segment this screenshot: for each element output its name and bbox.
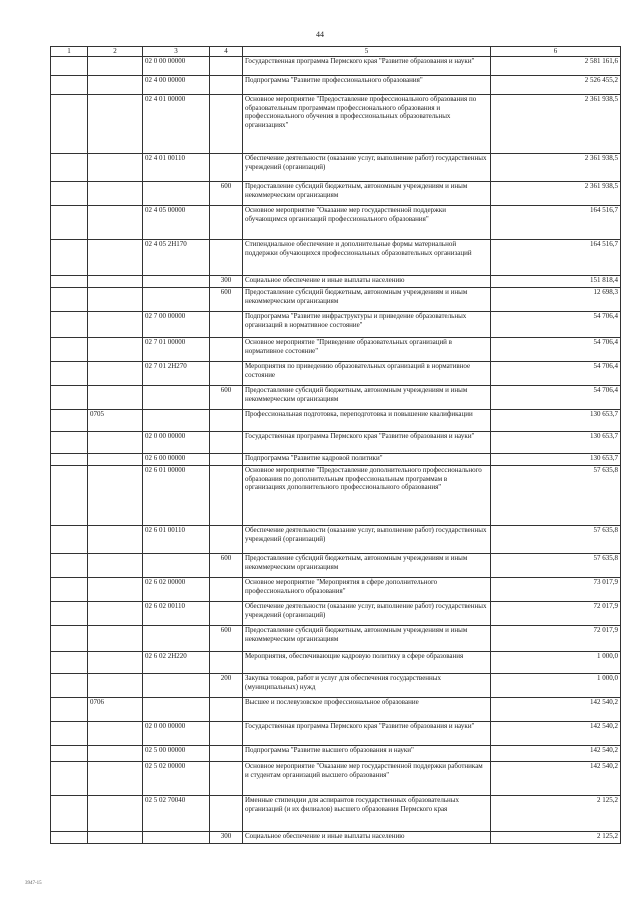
amount: 57 635,8 (491, 466, 621, 526)
item-name: Государственная программа Пермского края "Развитие образования и науки" (243, 722, 491, 746)
header-col-4: 4 (210, 47, 243, 57)
item-name: Подпрограмма "Развитие высшего образования и науки" (243, 746, 491, 762)
section-code: 0706 (88, 698, 143, 722)
amount: 164 516,7 (491, 240, 621, 276)
table-row (51, 206, 621, 240)
amount: 2 125,2 (491, 796, 621, 832)
target-article-code: 02 5 00 00000 (143, 746, 210, 762)
item-name: Обеспечение деятельности (оказание услуг, выполнение работ) государственных учреждений (организаций) (243, 602, 491, 626)
section-code (88, 722, 143, 746)
target-article-code: 02 7 00 00000 (143, 312, 210, 338)
item-name: Подпрограмма "Развитие профессионального образования" (243, 76, 491, 95)
amount: 2 125,2 (491, 832, 621, 844)
item-name: Мероприятия, обеспечивающие кадровую политику в сфере образования (243, 652, 491, 674)
table-row (51, 746, 621, 762)
item-name: Основное мероприятие "Оказание мер государственной поддержки обучающимся организаций профессионального образования" (243, 206, 491, 240)
table-row (51, 154, 621, 182)
expense-type-code (210, 206, 243, 240)
target-article-code: 02 0 00 00000 (143, 432, 210, 454)
item-name: Основное мероприятие "Приведение образовательных организаций в нормативное состояние" (243, 338, 491, 362)
expense-type-code (210, 454, 243, 466)
target-article-code: 02 5 02 00000 (143, 762, 210, 796)
cell-col-1 (51, 832, 88, 844)
expense-type-code (210, 432, 243, 454)
target-article-code (143, 674, 210, 698)
item-name: Стипендиальное обеспечение и дополнительные формы материальной поддержки обучающихся профессиональных образовательных организаций (243, 240, 491, 276)
page-number: 44 (316, 30, 324, 39)
item-name: Основное мероприятие "Предоставление дополнительного профессионального образования по дополнительным профессиональным программам в организациях дополнительного профессионального образования" (243, 466, 491, 526)
expense-type-code (210, 312, 243, 338)
table-row (51, 466, 621, 526)
amount: 130 653,7 (491, 432, 621, 454)
table-row (51, 554, 621, 578)
table-row (51, 288, 621, 312)
budget-table (50, 46, 621, 844)
amount: 72 017,9 (491, 626, 621, 652)
amount: 57 635,8 (491, 526, 621, 554)
cell-col-1 (51, 206, 88, 240)
expense-type-code: 300 (210, 832, 243, 844)
cell-col-1 (51, 154, 88, 182)
target-article-code (143, 386, 210, 410)
target-article-code (143, 698, 210, 722)
table-row (51, 698, 621, 722)
cell-col-1 (51, 57, 88, 76)
table-row (51, 578, 621, 602)
table-row (51, 674, 621, 698)
cell-col-1 (51, 454, 88, 466)
target-article-code (143, 182, 210, 206)
item-name: Закупка товаров, работ и услуг для обеспечения государственных (муниципальных) нужд (243, 674, 491, 698)
section-code (88, 578, 143, 602)
expense-type-code: 600 (210, 288, 243, 312)
table-row (51, 626, 621, 652)
item-name: Профессиональная подготовка, переподготовка и повышение квалификации (243, 410, 491, 432)
amount: 151 818,4 (491, 276, 621, 288)
section-code (88, 182, 143, 206)
cell-col-1 (51, 526, 88, 554)
cell-col-1 (51, 410, 88, 432)
table-row (51, 762, 621, 796)
target-article-code: 02 4 05 2Н170 (143, 240, 210, 276)
header-col-3: 3 (143, 47, 210, 57)
amount: 54 706,4 (491, 386, 621, 410)
cell-col-1 (51, 746, 88, 762)
target-article-code (143, 832, 210, 844)
item-name: Предоставление субсидий бюджетным, автономным учреждениям и иным некоммерческим организациям (243, 554, 491, 578)
item-name: Подпрограмма "Развитие инфраструктуры и приведение образовательных организаций в нормативное состояние" (243, 312, 491, 338)
target-article-code: 02 7 01 2Н270 (143, 362, 210, 386)
cell-col-1 (51, 338, 88, 362)
expense-type-code (210, 362, 243, 386)
table-row (51, 602, 621, 626)
expense-type-code: 600 (210, 182, 243, 206)
cell-col-1 (51, 698, 88, 722)
expense-type-code (210, 578, 243, 602)
table-row (51, 410, 621, 432)
amount: 2 361 938,5 (491, 95, 621, 154)
target-article-code (143, 276, 210, 288)
target-article-code: 02 4 01 00110 (143, 154, 210, 182)
amount: 73 017,9 (491, 578, 621, 602)
target-article-code (143, 626, 210, 652)
section-code (88, 386, 143, 410)
expense-type-code: 200 (210, 674, 243, 698)
table-row (51, 362, 621, 386)
cell-col-1 (51, 652, 88, 674)
amount: 142 540,2 (491, 722, 621, 746)
section-code (88, 276, 143, 288)
amount: 130 653,7 (491, 454, 621, 466)
section-code (88, 154, 143, 182)
item-name: Именные стипендии для аспирантов государственных образовательных организаций (и их филиалов) высшего образования Пермского края (243, 796, 491, 832)
expense-type-code (210, 338, 243, 362)
expense-type-code (210, 796, 243, 832)
cell-col-1 (51, 554, 88, 578)
section-code (88, 746, 143, 762)
cell-col-1 (51, 796, 88, 832)
target-article-code: 02 6 02 00110 (143, 602, 210, 626)
section-code (88, 626, 143, 652)
target-article-code: 02 6 01 00110 (143, 526, 210, 554)
item-name: Основное мероприятие "Мероприятия в сфере дополнительного профессионального образования" (243, 578, 491, 602)
amount: 1 000,0 (491, 652, 621, 674)
table-row (51, 338, 621, 362)
amount: 142 540,2 (491, 762, 621, 796)
expense-type-code: 600 (210, 626, 243, 652)
amount: 142 540,2 (491, 746, 621, 762)
section-code (88, 554, 143, 578)
item-name: Социальное обеспечение и иные выплаты населению (243, 832, 491, 844)
section-code (88, 602, 143, 626)
section-code (88, 57, 143, 76)
target-article-code: 02 4 00 00000 (143, 76, 210, 95)
expense-type-code (210, 154, 243, 182)
expense-type-code (210, 698, 243, 722)
expense-type-code (210, 746, 243, 762)
expense-type-code: 300 (210, 276, 243, 288)
item-name: Государственная программа Пермского края "Развитие образования и науки" (243, 57, 491, 76)
cell-col-1 (51, 76, 88, 95)
item-name: Мероприятия по приведению образовательных организаций в нормативное состояние (243, 362, 491, 386)
header-col-6: 6 (491, 47, 621, 57)
table-row (51, 276, 621, 288)
table-row (51, 240, 621, 276)
cell-col-1 (51, 240, 88, 276)
expense-type-code (210, 95, 243, 154)
table-row (51, 182, 621, 206)
amount: 130 653,7 (491, 410, 621, 432)
cell-col-1 (51, 182, 88, 206)
footer-code: 3947-15 (25, 881, 42, 886)
expense-type-code (210, 602, 243, 626)
section-code (88, 454, 143, 466)
amount: 54 706,4 (491, 338, 621, 362)
amount: 2 361 938,5 (491, 154, 621, 182)
cell-col-1 (51, 386, 88, 410)
amount: 54 706,4 (491, 312, 621, 338)
expense-type-code: 600 (210, 554, 243, 578)
table-row (51, 76, 621, 95)
cell-col-1 (51, 432, 88, 454)
expense-type-code (210, 762, 243, 796)
amount: 164 516,7 (491, 206, 621, 240)
table-row (51, 386, 621, 410)
expense-type-code (210, 76, 243, 95)
item-name: Предоставление субсидий бюджетным, автономным учреждениям и иным некоммерческим организациям (243, 288, 491, 312)
section-code (88, 466, 143, 526)
amount: 2 526 455,2 (491, 76, 621, 95)
target-article-code: 02 4 01 00000 (143, 95, 210, 154)
section-code (88, 762, 143, 796)
expense-type-code (210, 722, 243, 746)
expense-type-code (210, 410, 243, 432)
expense-type-code (210, 652, 243, 674)
header-row (51, 47, 621, 57)
target-article-code: 02 5 02 70040 (143, 796, 210, 832)
item-name: Предоставление субсидий бюджетным, автономным учреждениям и иным некоммерческим организациям (243, 386, 491, 410)
table-row (51, 432, 621, 454)
cell-col-1 (51, 602, 88, 626)
item-name: Государственная программа Пермского края "Развитие образования и науки" (243, 432, 491, 454)
item-name: Подпрограмма "Развитие кадровой политики" (243, 454, 491, 466)
amount: 142 540,2 (491, 698, 621, 722)
target-article-code: 02 0 00 00000 (143, 57, 210, 76)
expense-type-code: 600 (210, 386, 243, 410)
cell-col-1 (51, 674, 88, 698)
expense-type-code (210, 526, 243, 554)
section-code (88, 240, 143, 276)
table-row (51, 95, 621, 154)
table-row (51, 652, 621, 674)
target-article-code (143, 410, 210, 432)
target-article-code: 02 4 05 00000 (143, 206, 210, 240)
target-article-code: 02 6 00 00000 (143, 454, 210, 466)
item-name: Высшее и послевузовское профессиональное образование (243, 698, 491, 722)
amount: 2 361 938,5 (491, 182, 621, 206)
table-row (51, 832, 621, 844)
table-row (51, 454, 621, 466)
target-article-code: 02 7 01 00000 (143, 338, 210, 362)
cell-col-1 (51, 578, 88, 602)
cell-col-1 (51, 722, 88, 746)
section-code (88, 338, 143, 362)
amount: 2 581 161,6 (491, 57, 621, 76)
target-article-code: 02 6 01 00000 (143, 466, 210, 526)
item-name: Обеспечение деятельности (оказание услуг, выполнение работ) государственных учреждений (организаций) (243, 154, 491, 182)
amount: 1 000,0 (491, 674, 621, 698)
amount: 54 706,4 (491, 362, 621, 386)
cell-col-1 (51, 312, 88, 338)
cell-col-1 (51, 466, 88, 526)
target-article-code: 02 0 00 00000 (143, 722, 210, 746)
expense-type-code (210, 57, 243, 76)
section-code (88, 76, 143, 95)
cell-col-1 (51, 288, 88, 312)
table-row (51, 526, 621, 554)
amount: 57 635,8 (491, 554, 621, 578)
header-col-2: 2 (88, 47, 143, 57)
section-code (88, 674, 143, 698)
table-row (51, 796, 621, 832)
section-code (88, 526, 143, 554)
amount: 72 017,9 (491, 602, 621, 626)
expense-type-code (210, 466, 243, 526)
section-code (88, 832, 143, 844)
item-name: Обеспечение деятельности (оказание услуг, выполнение работ) государственных учреждений (организаций) (243, 526, 491, 554)
table-row (51, 57, 621, 76)
target-article-code: 02 6 02 00000 (143, 578, 210, 602)
header-col-5: 5 (243, 47, 491, 57)
header-col-1: 1 (51, 47, 88, 57)
cell-col-1 (51, 362, 88, 386)
table-body (51, 57, 621, 844)
expense-type-code (210, 240, 243, 276)
target-article-code (143, 288, 210, 312)
cell-col-1 (51, 276, 88, 288)
item-name: Предоставление субсидий бюджетным, автономным учреждениям и иным некоммерческим организациям (243, 626, 491, 652)
section-code (88, 95, 143, 154)
section-code (88, 432, 143, 454)
cell-col-1 (51, 762, 88, 796)
table-row (51, 722, 621, 746)
item-name: Предоставление субсидий бюджетным, автономным учреждениям и иным некоммерческим организациям (243, 182, 491, 206)
item-name: Основное мероприятие "Предоставление профессионального образования по образовательным программам профессионального образования и профессионального обучения в профессиональных образовательных организациях" (243, 95, 491, 154)
cell-col-1 (51, 626, 88, 652)
section-code (88, 652, 143, 674)
target-article-code: 02 6 02 2Н220 (143, 652, 210, 674)
section-code (88, 288, 143, 312)
table-row (51, 312, 621, 338)
section-code: 0705 (88, 410, 143, 432)
section-code (88, 362, 143, 386)
item-name: Социальное обеспечение и иные выплаты населению (243, 276, 491, 288)
cell-col-1 (51, 95, 88, 154)
section-code (88, 312, 143, 338)
amount: 12 698,3 (491, 288, 621, 312)
section-code (88, 206, 143, 240)
section-code (88, 796, 143, 832)
target-article-code (143, 554, 210, 578)
item-name: Основное мероприятие "Оказание мер государственной поддержки работникам и студентам организаций высшего образования" (243, 762, 491, 796)
